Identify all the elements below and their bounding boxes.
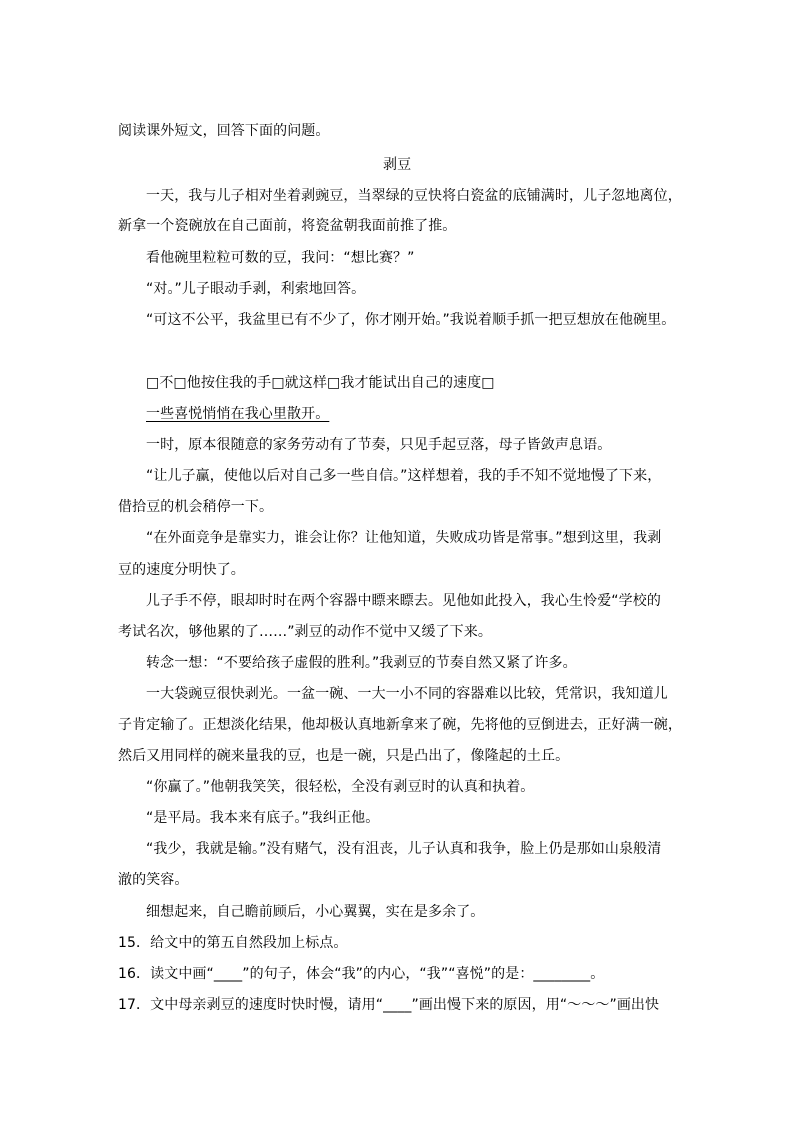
passage-line: 一天，我与儿子相对坐着剥豌豆，当翠绿的豆快将白瓷盆的底铺满时，儿子忽地离位，	[146, 188, 682, 204]
passage-line: “在外面竞争是靠实力，谁会让你？让他知道，失败成功皆是常事。”想到这里，我剥	[146, 530, 662, 546]
question-17: 17．文中母亲剥豆的速度时快时慢，请用“____”画出慢下来的原因，用“～～～”画出快	[118, 997, 660, 1013]
passage-line: “可这不公平，我盆里已有不少了，你才刚开始。”我说着顺手抓一把豆想放在他碗里。	[146, 312, 676, 328]
passage-line: “我少，我就是输。”没有赌气，没有沮丧，儿子认真和我争，脸上仍是那如山泉般清	[146, 841, 662, 857]
passage-line: 澈的笑容。	[118, 872, 189, 888]
passage-line: “你赢了。”他朝我笑笑，很轻松，全没有剥豆时的认真和执着。	[146, 779, 535, 795]
passage-line: 然后又用同样的碗来量我的豆，也是一碗，只是凸出了，像隆起的土丘。	[118, 748, 570, 764]
punctuation-blank-line: □不□他按住我的手□就这样□我才能试出自己的速度□	[146, 375, 495, 391]
passage-line: “对。”儿子眼动手剥，利索地回答。	[146, 281, 366, 297]
passage-line: “让儿子赢，使他以后对自己多一些自信。”这样想着，我的手不知不觉地慢了下来，	[146, 468, 662, 484]
passage-line: “是平局。我本来有底子。”我纠正他。	[146, 810, 380, 826]
passage-line: 豆的速度分明快了。	[118, 562, 245, 578]
underlined-sentence: 一些喜悦悄悄在我心里散开。	[146, 406, 330, 422]
passage-line: 转念一想：“不要给孩子虚假的胜利。”我剥豆的节奏自然又紧了许多。	[146, 655, 577, 671]
passage-line: 子肯定输了。正想淡化结果，他却极认真地新拿来了碗，先将他的豆倒进去，正好满一碗，	[118, 717, 682, 733]
reading-instruction: 阅读课外短文，回答下面的问题。	[118, 123, 330, 139]
passage-title: 剥豆	[383, 157, 412, 173]
passage-line: 儿子手不停，眼却时时在两个容器中瞟来瞟去。见他如此投入，我心生怜爱“学校的	[146, 593, 661, 609]
passage-line: 细想起来，自己瞻前顾后，小心翼翼，实在是多余了。	[146, 904, 485, 920]
passage-line: 一时，原本很随意的家务劳动有了节奏，只见手起豆落，母子皆敛声息语。	[146, 437, 612, 453]
question-15: 15．给文中的第五自然段加上标点。	[118, 935, 348, 951]
question-16: 16．读文中画“____”的句子，体会“我”的内心，“我”“喜悦”的是：________。	[118, 966, 605, 982]
passage-line: 新拿一个瓷碗放在自己面前，将瓷盆朝我面前推了推。	[118, 218, 457, 234]
passage-line: 一大袋豌豆很快剥光。一盆一碗、一大一小不同的容器难以比较，凭常识，我知道儿	[146, 686, 668, 702]
passage-line: 考试名次，够他累的了……”剥豆的动作不觉中又缓了下来。	[118, 624, 492, 640]
passage-line: 看他碗里粒粒可数的豆，我问：“想比赛？”	[146, 250, 415, 266]
passage-line: 借拾豆的机会稍停一下。	[118, 499, 274, 515]
